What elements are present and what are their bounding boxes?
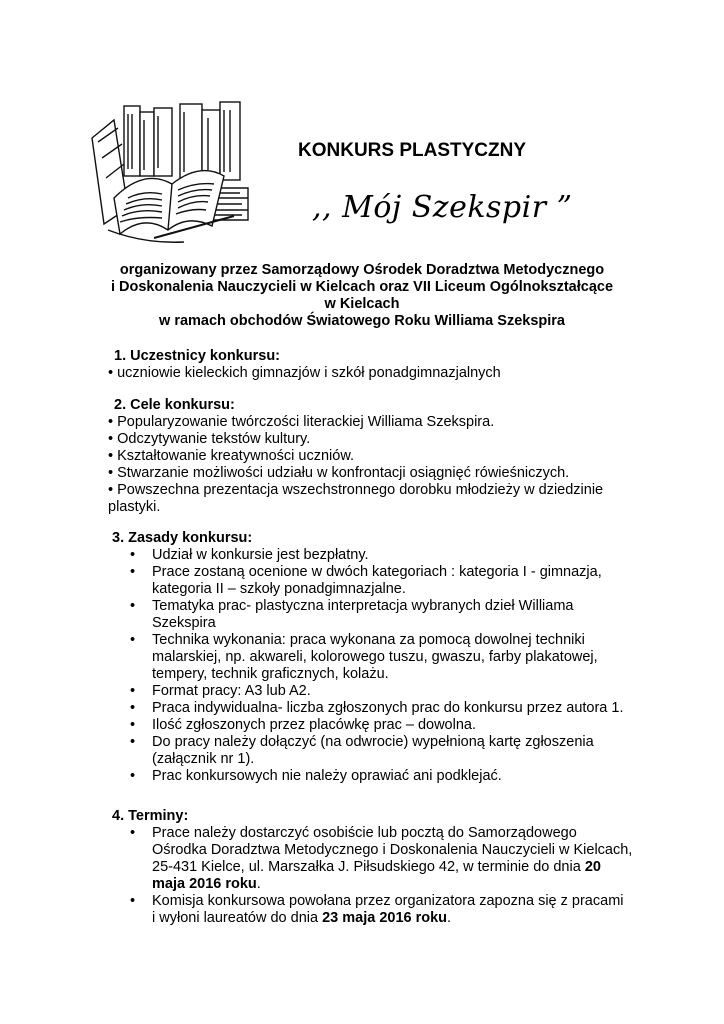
list-item: • Technika wykonania: praca wykonana za pomocą dowolnej techniki malarskiej, np. akwareli, kolorowego tuszu, gwaszu, farby plakatowej, tempery, technik graficznych, kolażu. [130, 632, 598, 682]
section-heading: 3. Zasady konkursu: [112, 530, 253, 546]
contest-subtitle: ,, Mój Szekspir ” [312, 190, 573, 225]
list-item: • Komisja konkursowa powołana przez organizatora zapozna się z pracami i wyłoni laureatów do dnia 23 maja 2016 roku. [130, 893, 624, 926]
bullet: • [130, 683, 136, 699]
list-item: • Odczytywanie tekstów kultury. [108, 431, 311, 447]
organizer-line: i Doskonalenia Nauczycieli w Kielcach oraz VII Liceum Ogólnokształcące [110, 279, 614, 295]
books-illustration [84, 98, 254, 248]
results-date: 23 maja 2016 roku [322, 910, 448, 926]
bullet: • [130, 598, 136, 614]
list-item: • Tematyka prac- plastyczna interpretacja wybranych dzieł Williama Szekspira [130, 598, 574, 631]
rules-list [112, 547, 632, 785]
section-heading: 1. Uczestnicy konkursu: [114, 348, 280, 364]
list-item: • Prace należy dostarczyć osobiście lub pocztą do Samorządowego Ośrodka Doradztwa Metodycznego i Doskonalenia Nauczycieli w Kielcach, 25-431 Kielce, ul. Marszałka J. Piłsudskiego 42, w terminie do dnia 20 maja 2016 roku. [130, 825, 633, 892]
bullet: • [130, 564, 136, 580]
list-item: • Format pracy: A3 lub A2. [130, 683, 311, 699]
section-participants [108, 348, 501, 382]
section-heading: 2. Cele konkursu: [114, 397, 235, 413]
deadlines-list [112, 825, 642, 927]
deadline-date: 20 [584, 859, 601, 875]
list-item: • Praca indywidualna- liczba zgłoszonych prac do konkursu przez autora 1. [130, 700, 624, 716]
list-item: • Stwarzanie możliwości udziału w konfrontacji osiągnięć rówieśniczych. [108, 465, 570, 481]
bullet: • [130, 632, 136, 648]
section-deadlines [112, 808, 642, 927]
list-item: • Udział w konkursie jest bezpłatny. [130, 547, 369, 563]
section-goals [108, 397, 628, 516]
organizer-block [80, 262, 644, 330]
page-title: KONKURS PLASTYCZNY [298, 140, 527, 161]
list-item: • Prace zostaną ocenione w dwóch kategoriach : kategoria I - gimnazja, kategoria II – szkoły ponadgimnazjalne. [130, 564, 602, 597]
list-item: • Kształtowanie kreatywności uczniów. [108, 448, 355, 464]
section-heading: 4. Terminy: [112, 808, 189, 824]
list-item: • Do pracy należy dołączyć (na odwrocie) wypełnioną kartę zgłoszenia (załącznik nr 1). [130, 734, 594, 767]
deadline-date: maja 2016 roku [152, 876, 257, 892]
bullet: • [130, 700, 136, 716]
bullet: • [130, 717, 136, 733]
list-item: • Popularyzowanie twórczości literackiej Williama Szekspira. [108, 414, 495, 430]
bullet: • [130, 893, 136, 909]
bullet: • [130, 547, 136, 563]
list-item: • Powszechna prezentacja wszechstronnego dorobku młodzieży w dziedzinie [108, 482, 604, 498]
organizer-line: w Kielcach [324, 296, 400, 312]
bullet: • [130, 734, 136, 750]
section-rules [112, 530, 632, 785]
list-item: plastyki. [108, 499, 161, 515]
list-item: • Prac konkursowych nie należy oprawiać ani podklejać. [130, 768, 502, 784]
list-item: • Ilość zgłoszonych przez placówkę prac – dowolna. [130, 717, 476, 733]
bullet: • [130, 768, 136, 784]
organizer-line: organizowany przez Samorządowy Ośrodek Doradztwa Metodycznego [119, 262, 605, 278]
bullet: • [130, 825, 136, 841]
list-item: • uczniowie kieleckich gimnazjów i szkół ponadgimnazjalnych [108, 365, 501, 381]
organizer-line: w ramach obchodów Światowego Roku Williama Szekspira [159, 313, 565, 329]
